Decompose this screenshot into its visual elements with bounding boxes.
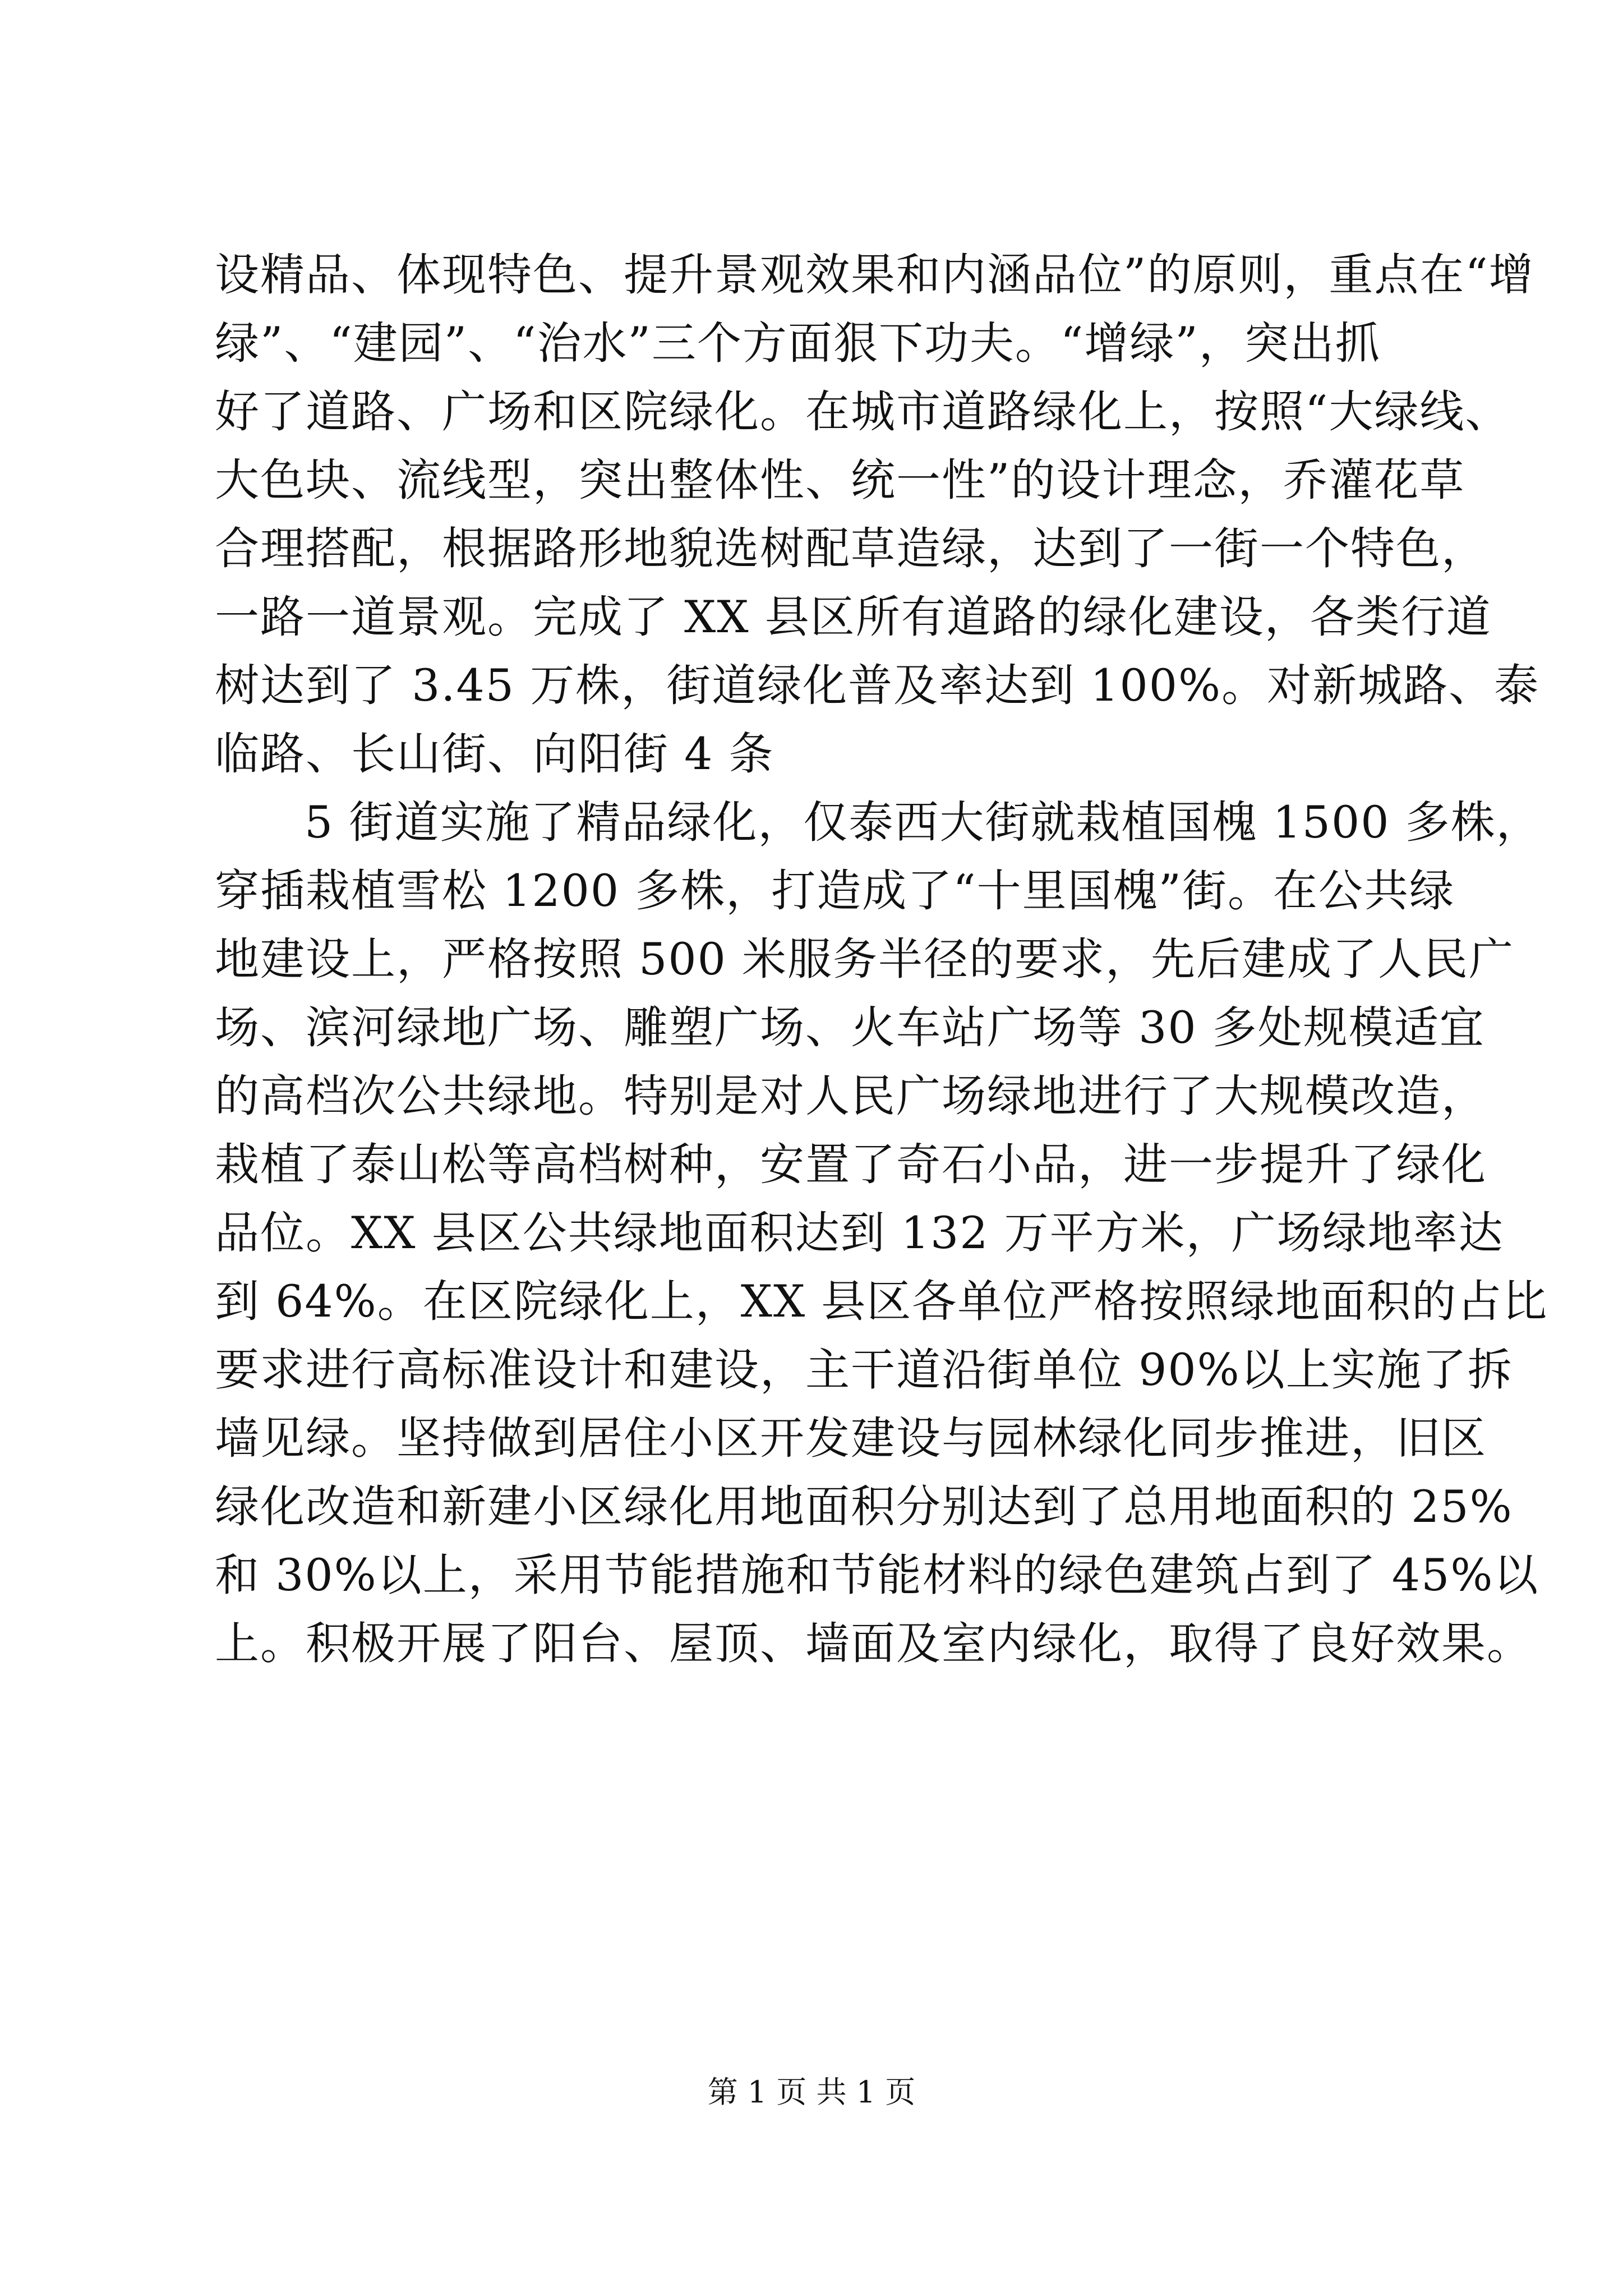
paragraph-2-line-11: 绿化改造和新建小区绿化用地面积分别达到了总用地面积的 25% bbox=[215, 1481, 1513, 1533]
page-footer: 第 1 页 共 1 页 bbox=[707, 2074, 916, 2110]
paragraph-2-line-9: 要求进行高标准设计和建设，主干道沿街单位 90%以上实施了拆 bbox=[215, 1344, 1513, 1396]
paragraph-2-line-10: 墙见绿。坚持做到居住小区开发建设与园林绿化同步推进，旧区 bbox=[215, 1412, 1487, 1464]
paragraph-2-line-7: 品位。XX 县区公共绿地面积达到 132 万平方米，广场绿地率达 bbox=[215, 1207, 1504, 1259]
paragraph-1-line-8: 临路、长山街、向阳街 4 条 bbox=[215, 728, 774, 780]
paragraph-2-line-6: 栽植了泰山松等高档树种，安置了奇石小品，进一步提升了绿化 bbox=[215, 1139, 1487, 1190]
paragraph-2-line-5: 的高档次公共绿地。特别是对人民广场绿地进行了大规模改造， bbox=[215, 1070, 1487, 1122]
paragraph-2-line-8: 到 64%。在区院绿化上，XX 县区各单位严格按照绿地面积的占比 bbox=[215, 1276, 1548, 1327]
paragraph-2-line-1: 5 街道实施了精品绿化，仅泰西大街就栽植国槐 1500 多株， bbox=[305, 797, 1542, 848]
paragraph-1-line-1: 设精品、体现特色、提升景观效果和内涵品位”的原则，重点在“增 bbox=[215, 249, 1534, 301]
paragraph-2-line-4: 场、滨河绿地广场、雕塑广场、火车站广场等 30 多处规模适宜 bbox=[215, 1002, 1485, 1053]
paragraph-1-line-7: 树达到了 3.45 万株，街道绿化普及率达到 100%。对新城路、泰 bbox=[215, 660, 1540, 711]
paragraph-2-line-2: 穿插栽植雪松 1200 多株，打造成了“十里国槐”街。在公共绿 bbox=[215, 865, 1455, 917]
paragraph-2-line-13: 上。积极开展了阳台、屋顶、墙面及室内绿化，取得了良好效果。 bbox=[215, 1618, 1532, 1669]
paragraph-1-line-2: 绿”、“建园”、“治水”三个方面狠下功夫。“增绿”，突出抓 bbox=[215, 318, 1381, 369]
paragraph-2-line-3: 地建设上，严格按照 500 米服务半径的要求，先后建成了人民广 bbox=[215, 933, 1515, 985]
paragraph-1-line-3: 好了道路、广场和区院绿化。在城市道路绿化上，按照“大绿线、 bbox=[215, 386, 1511, 438]
paragraph-1-line-6: 一路一道景观。完成了 XX 县区所有道路的绿化建设，各类行道 bbox=[215, 591, 1492, 643]
paragraph-1-line-4: 大色块、流线型，突出整体性、统一性”的设计理念，乔灌花草 bbox=[215, 454, 1465, 506]
paragraph-2-line-12: 和 30%以上，采用节能措施和节能材料的绿色建筑占到了 45%以 bbox=[215, 1549, 1539, 1601]
paragraph-1-line-5: 合理搭配，根据路形地貌选树配草造绿，达到了一街一个特色， bbox=[215, 523, 1487, 574]
